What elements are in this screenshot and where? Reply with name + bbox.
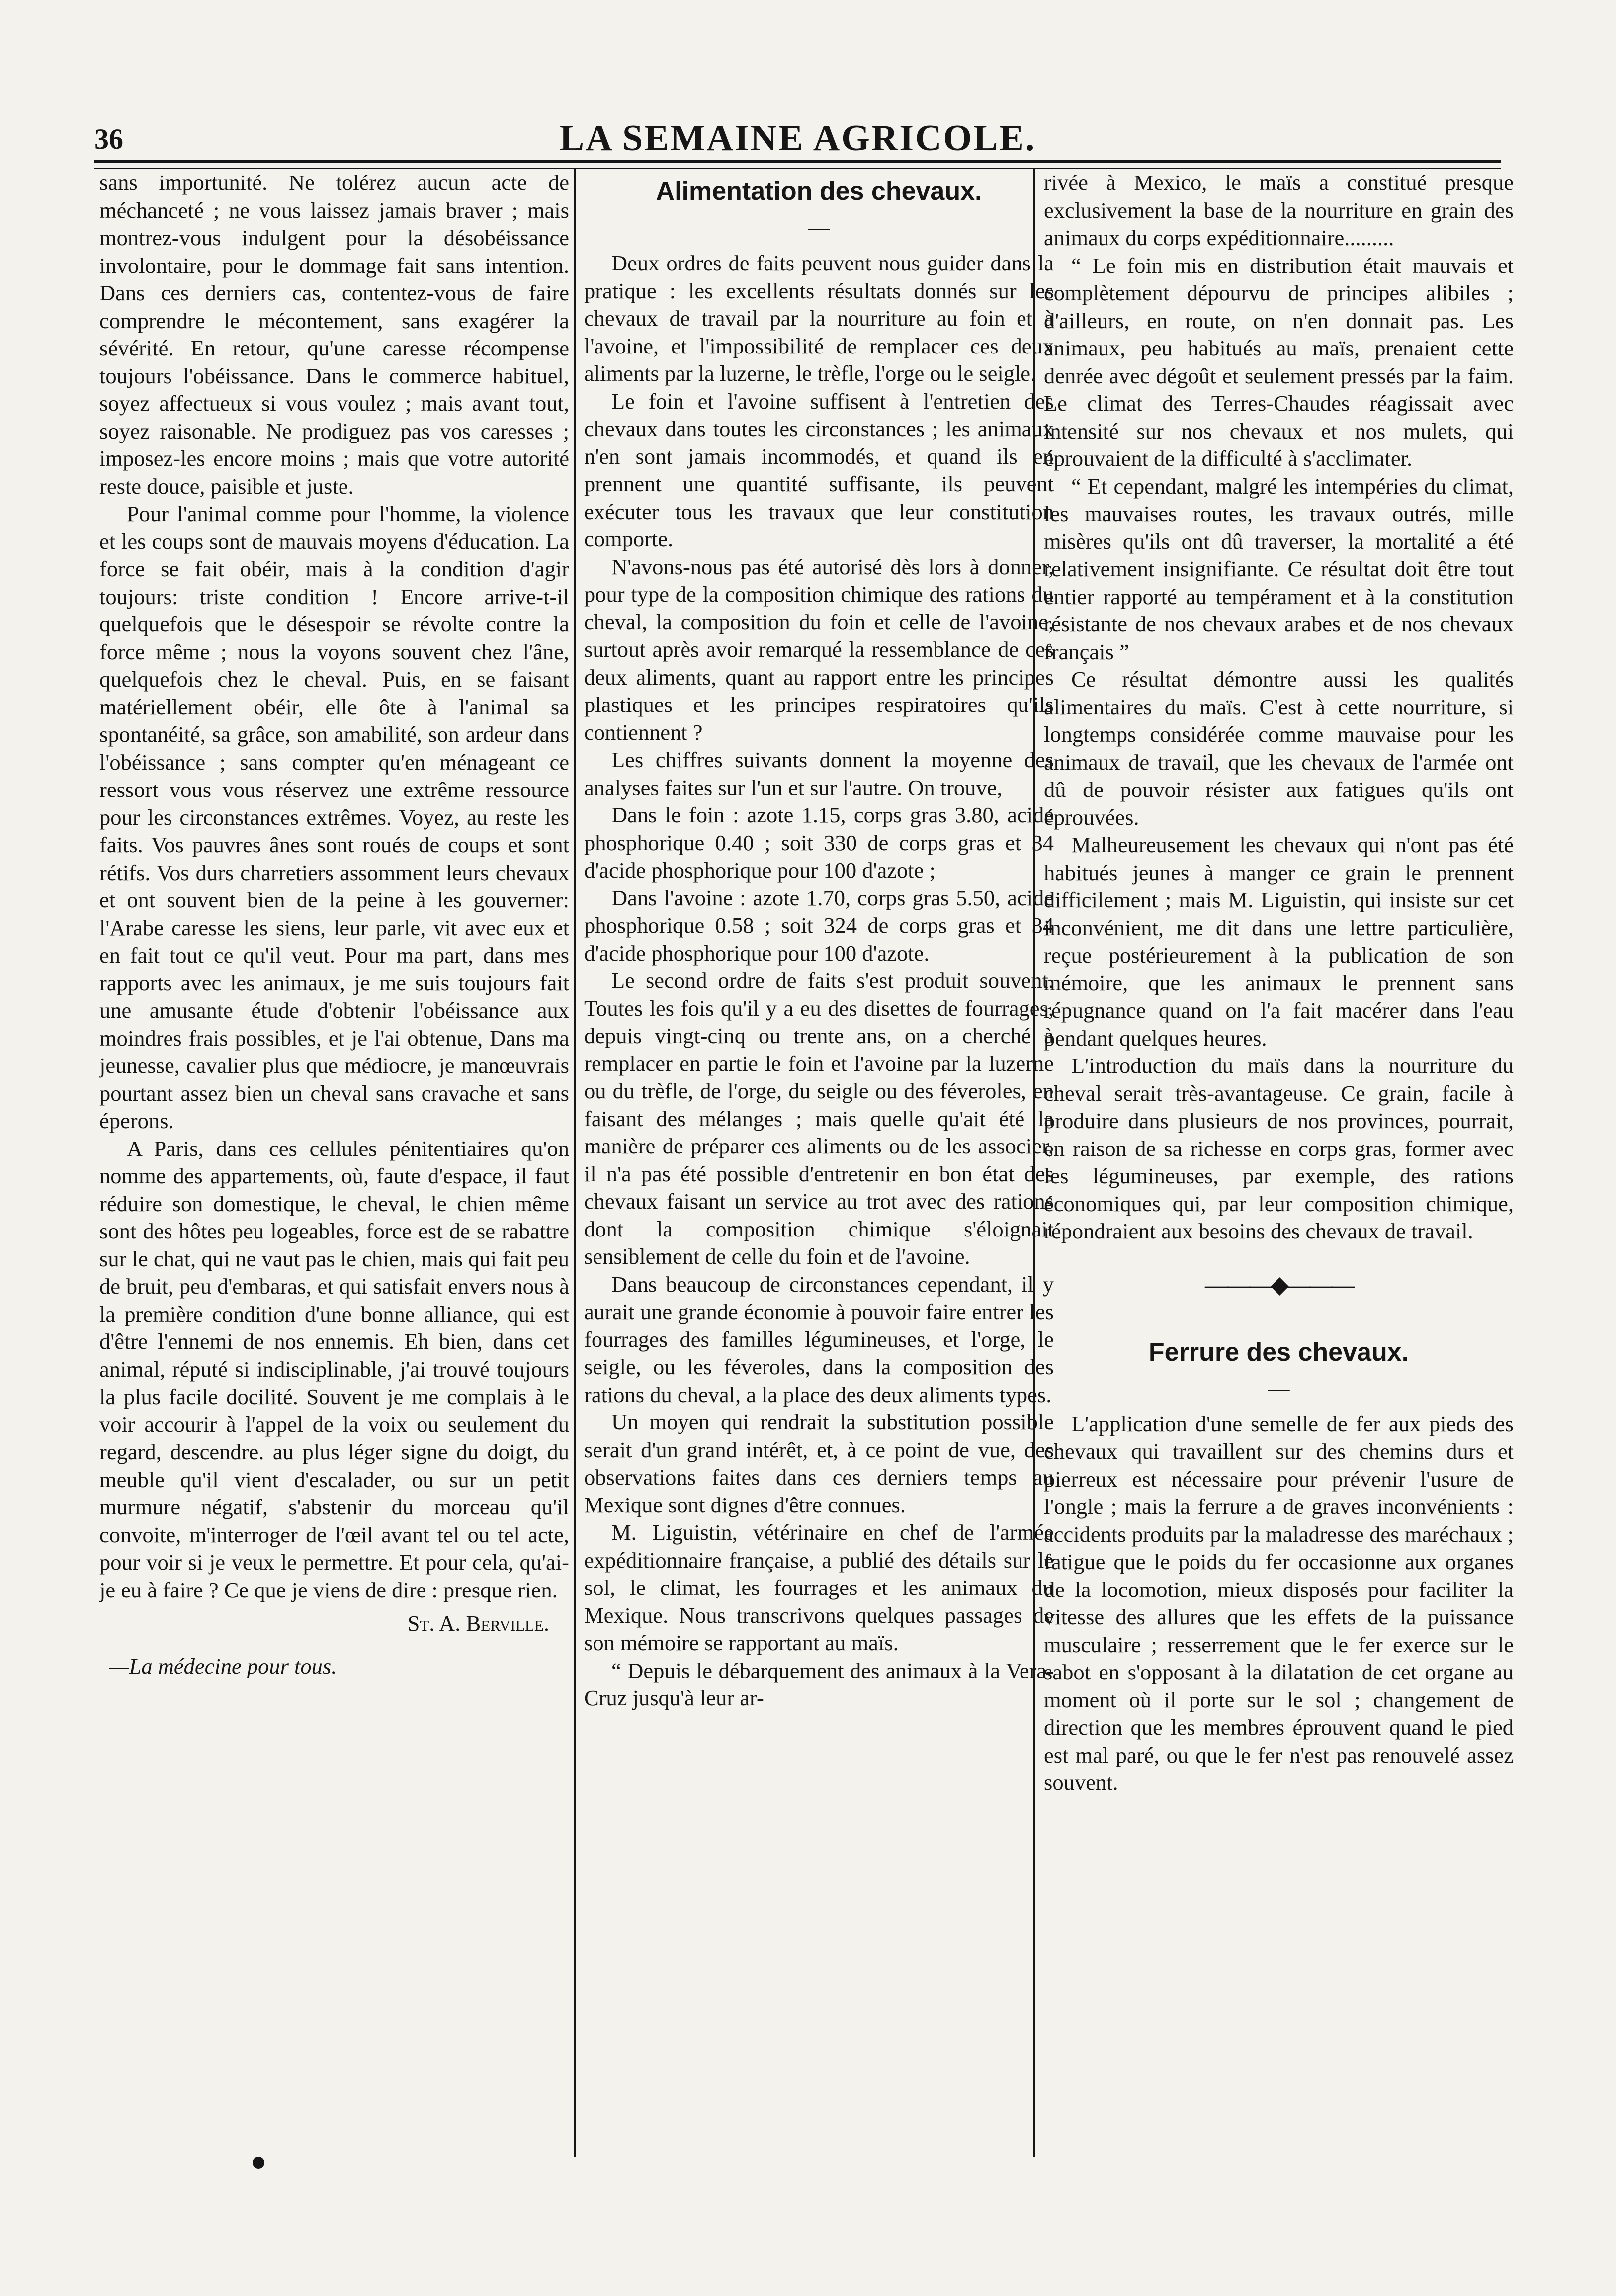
article-title: Alimentation des chevaux. xyxy=(656,177,982,206)
column-left xyxy=(99,169,569,2188)
paragraph: Ce résultat démontre aussi les qualités alimentaires du maïs. C'est à cette nourriture, si longtemps considérée comme mauvaise pour les animaux de travail, que les chevaux de l'armée ont dû de pouvoir résister aux fatigues qu'ils ont éprouvées. xyxy=(1044,667,1514,830)
paragraph: Le second ordre de faits s'est produit souvent. Toutes les fois qu'il y a eu des disettes de fourrages, depuis vingt-cinq ou trente ans, on a cherché à remplacer en partie le foin et l'avoine par la luzerne ou du trèfle, de l'orge, du seigle ou des féveroles, en faisant des mélanges ; mais quelle qu'ait été la manière de préparer ces aliments ou de les associer, il n'a pas été possible d'entretenir en bon état des chevaux faisant un service au trot avec des rations dont la composition chimique s'éloignait sensiblement de celle du foin et de l'avoine. xyxy=(584,968,1054,1269)
paragraph: A Paris, dans ces cellules pénitentiaires qu'on nomme des appartements, où, faute d'espace, il faut réduire son domestique, le cheval, le chien même sont des hôtes peu logeables, force est de se rabattre sur le chat, qui ne vaut pas le chien, mais qui fait peu de bruit, peu d'embaras, et qui satisfait envers nous à la première condition d'une bonne alliance, qui est d'être l'ennemi de nos ennemis. Eh bien, dans cet animal, réputé si indisciplinable, j'ai trouvé toujours la plus facile docilité. Souvent je me complais à le voir accourir à l'appel de la voix ou seulement du regard, descendre. au plus léger signe du doigt, du meuble qu'il vient d'escalader, ou sur un petit murmure négatif, s'abstenir du morceau qu'il convoite, m'interroger de l'œil avant tel ou tel acte, pour voir si je veux le permettre. Et pour cela, qu'ai-je eu à faire ? Ce que je viens de dire : presque rien. xyxy=(99,1136,569,1602)
title-dash: — xyxy=(1268,1376,1290,1401)
column-divider xyxy=(574,168,576,2157)
paragraph: Dans l'avoine : azote 1.70, corps gras 5.50, acide phosphorique 0.58 ; soit 324 de corps gras et 34 d'acide phosphorique pour 100 d'azote. xyxy=(584,885,1054,966)
paragraph: rivée à Mexico, le maïs a constitué presque exclusivement la base de la nourriture en grain des animaux du corps expéditionnaire......... xyxy=(1044,170,1514,250)
paragraph: Malheureusement les chevaux qui n'ont pas été habitués jeunes à manger ce grain le prennent difficilement ; mais M. Liguistin, qui insiste sur cet inconvénient, me dit dans une lettre particulière, reçue postérieurement à la publication de son mémoire, que les animaux le prennent sans répugnance quand on l'a fait macérer dans l'eau pendant quelques heures. xyxy=(1044,832,1514,1051)
paragraph: Dans le foin : azote 1.15, corps gras 3.80, acide phosphorique 0.40 ; soit 330 de corps gras et 34 d'acide phosphorique pour 100 d'azote ; xyxy=(584,802,1054,883)
header-rule xyxy=(94,160,1501,169)
paragraph: Dans beaucoup de circonstances cependant, il y aurait une grande économie à pouvoir faire entrer les fourrages des familles légumineuses, et l'orge, le seigle, ou les féveroles, dans la composition des rations du cheval, a la place des deux aliments types. xyxy=(584,1271,1054,1407)
column-right xyxy=(1044,169,1514,2188)
masthead-title: LA SEMAINE AGRICOLE. xyxy=(559,118,1036,159)
paragraph: Les chiffres suivants donnent la moyenne des analyses faites sur l'un et sur l'autre. On trouve, xyxy=(584,747,1054,800)
paragraph: “ Le foin mis en distribution était mauvais et complètement dépourvu de principes alibiles ; d'ailleurs, en route, on n'en donnait pas. Les animaux, peu habitués au maïs, prenaient cette denrée avec dégoût et seulement pressés par la faim. Le climat des Terres-Chaudes réagissait avec intensité sur nos chevaux et nos mulets, qui éprouvaient de la difficulté à s'acclimater. xyxy=(1044,253,1514,471)
paragraph: Un moyen qui rendrait la substitution possible serait d'un grand intérêt, et, à ce point de vue, des observations faites dans ces derniers temps au Mexique sont dignes d'être connues. xyxy=(584,1410,1054,1517)
paragraph: L'introduction du maïs dans la nourriture du cheval serait très-avantageuse. Ce grain, facile à produire dans plusieurs de nos provinces, pourrait, en raison de sa richesse en corps gras, former avec les légumineuses, par exemple, des rations économiques qui, par leur composition chimique, répondraient aux besoins des chevaux de travail. xyxy=(1044,1053,1514,1243)
paragraph: N'avons-nous pas été autorisé dès lors à donner, pour type de la composition chimique des rations du cheval, la composition du foin et celle de l'avoine, surtout après avoir remarqué la ressemblance de ces deux aliments, quant au rapport entre les principes plastiques et les principes respiratoires qu'ils contiennent ? xyxy=(584,554,1054,745)
author-signature: St. A. Berville. xyxy=(407,1611,549,1636)
paragraph: “ Depuis le débarquement des animaux à la Vera-Cruz jusqu'à leur ar- xyxy=(584,1658,1054,1710)
title-dash: — xyxy=(808,215,830,240)
paragraph: “ Et cependant, malgré les intempéries du climat, les mauvaises routes, les travaux outrés, mille misères qu'ils ont dû traverser, la mortalité a été relativement insignifiante. Ce résultat doit être tout entier rapporté au tempérament et à la constitution résistante de nos chevaux arabes et de nos chevaux français ” xyxy=(1044,473,1514,664)
paragraph: M. Liguistin, vétérinaire en chef de l'armée expéditionnaire française, a publié des détails sur le sol, le climat, les fourrages et les animaux du Mexique. Nous transcrivons quelques passages de son mémoire se rapportant au maïs. xyxy=(584,1520,1054,1655)
ink-dot xyxy=(253,2157,264,2169)
page-header xyxy=(94,113,1501,158)
paragraph: sans importunité. Ne tolérez aucun acte de méchanceté ; ne vous laissez jamais braver ; mais montrez-vous indulgent pour la désobéissance involontaire, pour le dommage fait sans intention. Dans ces derniers cas, contentez-vous de faire comprendre le mécontement, sans exagérer la sévérité. En retour, qu'une caresse récompense toujours l'obéissance. Dans le commerce habituel, soyez affectueux si vous voulez ; mais avant tout, soyez raisonable. Ne prodiguez pas vos caresses ; imposez-les encore moins ; mais que votre autorité reste douce, paisible et juste. xyxy=(99,170,569,499)
article-title: Ferrure des chevaux. xyxy=(1148,1337,1409,1367)
paragraph: L'application d'une semelle de fer aux pieds des chevaux qui travaillent sur des chemins durs et pierreux est nécessaire pour prévenir l'usure de l'ongle ; mais la ferrure a de graves inconvénients : accidents produits par la maladresse des maréchaux ; fatigue que le poids du fer occasionne aux organes de la locomotion, mieux disposés pour faciliter la vitesse des allures que les effets de la puissance musculaire ; resserrement que le fer exerce sur le sabot en s'opposant à la dilatation de cet organe au moment où il porte sur le sol ; changement de direction que les membres éprouvent quand le pied est mal paré, ou que le fer n'est pas renouvelé assez souvent. xyxy=(1044,1411,1514,1795)
paragraph: Le foin et l'avoine suffisent à l'entretien des chevaux dans toutes les circonstances ; les animaux n'en sont jamais incommodés, et quand ils en prennent une quantité suffisante, ils peuvent exécuter tous les travaux que leur constitution comporte. xyxy=(584,388,1054,551)
column-middle xyxy=(584,169,1054,2188)
page-number: 36 xyxy=(94,123,123,155)
paragraph: Deux ordres de faits peuvent nous guider dans la pratique : les excellents résultats donnés sur les chevaux de travail par la nourriture au foin et à l'avoine, et l'impossibilité de remplacer ces deux aliments par la luzerne, le trèfle, l'orge ou le seigle. xyxy=(584,251,1054,386)
paragraph: Pour l'animal comme pour l'homme, la violence et les coups sont de mauvais moyens d'éducation. La force se fait obéir, mais à la condition d'agir toujours: triste condition ! Encore arrive-t-il quelquefois que le désespoir se révolte contre la force même ; nous la voyons souvent chez l'âne, quelquefois chez le cheval. Puis, en se faisant matériellement obéir, elle ôte à l'animal sa spontanéité, sa grâce, son amabilité, son ardeur dans l'obéissance ; sans compter qu'en ménageant ce ressort vous vous réservez une extrême ressource pour les circonstances extrêmes. Voyez, au reste les faits. Vos pauvres ânes sont roués de coups et sont rétifs. Vos durs charretiers assomment leurs chevaux et ont souvent bien de la peine à les gouverner: l'Arabe caresse les siens, leur parle, vit avec eux et en fait tout ce qu'il veut. Pour ma part, dans mes rapports avec les animaux, je me suis toujours fait une amusante étude d'obtenir l'obéissance aux moindres frais possibles, et je l'ai obtenue, Dans ma jeunesse, cavalier plus que médiocre, je manœuvrais pourtant assez bien un cheval sans cravache et sans éperons. xyxy=(99,501,569,1133)
section-ornament: ———◆——— xyxy=(1205,1271,1353,1298)
source-citation: —La médecine pour tous. xyxy=(109,1653,337,1678)
